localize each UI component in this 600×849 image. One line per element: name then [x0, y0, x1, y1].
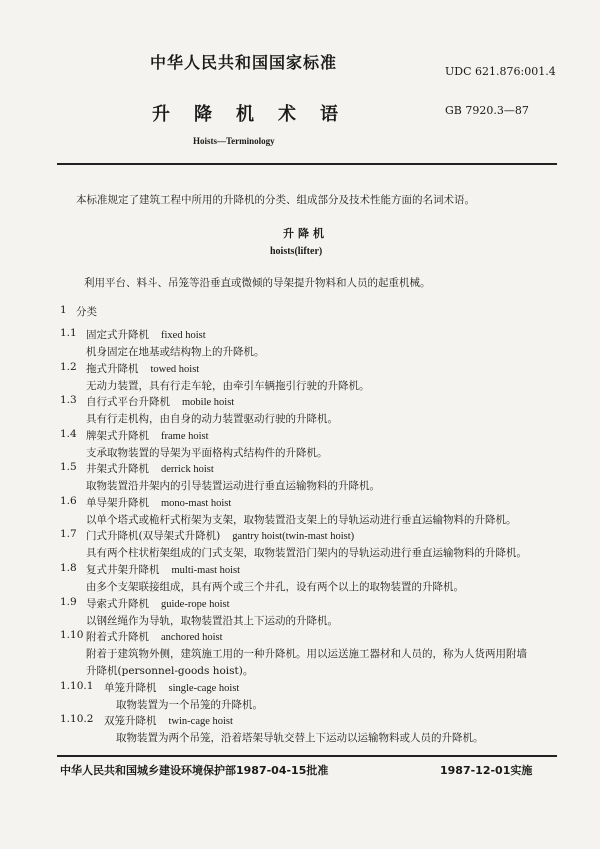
entry-number: 1.9 [60, 596, 77, 608]
chapter-title: 分类 [76, 306, 97, 318]
entry-definition: 机身固定在地基或结构物上的升降机。 [86, 346, 265, 358]
entry-term-en: anchored hoist [161, 632, 223, 643]
entry-number: 1.5 [60, 461, 77, 473]
document-title: 升降机术语 [152, 104, 362, 125]
entry-term [86, 361, 199, 376]
entry-term-en: twin-cage hoist [168, 716, 233, 727]
entry-term [86, 327, 206, 342]
entry-term-zh: 自行式平台升降机 [86, 396, 170, 408]
entry-definition: 附着于建筑物外侧，建筑施工用的一种升降机。用以运送施工器材和人员的，称为人货两用附墙 [86, 648, 527, 660]
entry-term [86, 596, 230, 611]
entry-term-zh: 门式升降机(双导架式升降机) [86, 530, 221, 542]
entry-term-en: fixed hoist [161, 330, 206, 341]
entry-definition: 取物装置为两个吊笼，沿着塔架导轨交替上下运动以运输物料或人员的升降机。 [116, 732, 484, 744]
entry-term-zh: 牌架式升降机 [86, 430, 149, 442]
entry-definition: 支承取物装置的导架为平面格构式结构件的升降机。 [86, 447, 328, 459]
entry-term-zh: 导索式升降机 [86, 598, 149, 610]
entry-definition: 取物装置沿井架内的引导装置运动进行垂直运输物料的升降机。 [86, 480, 380, 492]
standard-number: GB 7920.3—87 [445, 104, 529, 117]
effective-date: 1987-12-01实施 [440, 764, 533, 777]
issuing-country-header: 中华人民共和国国家标准 [150, 53, 338, 72]
entry-term [86, 528, 354, 543]
entry-number: 1.1 [60, 327, 77, 339]
entry-number: 1.2 [60, 361, 77, 373]
entry-number: 1.3 [60, 394, 77, 406]
entry-term [86, 495, 231, 510]
entry-term-en: multi-mast hoist [171, 565, 241, 576]
entry-number: 1.10 [60, 629, 84, 641]
entry-number: 1.7 [60, 528, 77, 540]
entry-number: 1.10.2 [60, 713, 94, 725]
entry-term-en: mono-mast hoist [161, 498, 232, 509]
entry-term [86, 461, 214, 476]
entry-number: 1.8 [60, 562, 77, 574]
entry-definition: 具有行走机构，由自身的动力装置驱动行驶的升降机。 [86, 413, 338, 425]
entry-term [86, 562, 240, 577]
entry-number: 1.10.1 [60, 680, 94, 692]
document-subtitle: Hoists—Terminology [193, 136, 275, 146]
entry-definition: 具有两个柱状桁架组成的门式支架，取物装置沿门架内的导轨运动进行垂直运输物料的升降机。 [86, 547, 527, 559]
approval-statement: 中华人民共和国城乡建设环境保护部1987-04-15批准 [60, 764, 329, 777]
entry-term-zh: 附着式升降机 [86, 631, 149, 643]
entry-definition: 取物装置为一个吊笼的升降机。 [116, 699, 263, 711]
intro-paragraph: 本标准规定了建筑工程中所用的升降机的分类、组成部分及技术性能方面的名词术语。 [76, 194, 475, 206]
entry-term-en: mobile hoist [182, 397, 235, 408]
entry-term-zh: 拖式升降机 [86, 363, 139, 375]
bottom-divider [57, 755, 557, 757]
top-divider [57, 163, 557, 165]
entry-term [104, 680, 239, 695]
entry-definition: 升降机(personnel-goods hoist)。 [86, 665, 254, 677]
entry-term [86, 428, 209, 443]
entry-term-en: towed hoist [150, 364, 200, 375]
entry-term-zh: 固定式升降机 [86, 329, 149, 341]
entry-term [104, 713, 233, 728]
entry-definition: 无动力装置，具有行走车轮，由牵引车辆拖引行驶的升降机。 [86, 380, 370, 392]
entry-term-en: guide-rope hoist [161, 599, 230, 610]
entry-definition: 以钢丝绳作为导轨，取物装置沿其上下运动的升降机。 [86, 615, 338, 627]
entry-term-en: derrick hoist [161, 464, 214, 475]
entry-term-zh: 复式井架升降机 [86, 564, 160, 576]
entry-term-zh: 双笼升降机 [104, 715, 157, 727]
entry-term-en: gantry hoist(twin-mast hoist) [232, 531, 355, 542]
entry-term [86, 394, 234, 409]
entry-term [86, 629, 223, 644]
entry-definition: 以单个塔式或桅杆式桁架为支架，取物装置沿支架上的导轨运动进行垂直运输物料的升降机。 [86, 514, 517, 526]
entry-number: 1.4 [60, 428, 77, 440]
udc-code: UDC 621.876:001.4 [445, 65, 556, 78]
entry-term-zh: 单笼升降机 [104, 682, 157, 694]
entry-term-zh: 井架式升降机 [86, 463, 149, 475]
section-subtitle: hoists(lifter) [270, 246, 323, 257]
section-title: 升降机 [283, 227, 328, 240]
chapter-number: 1 [60, 304, 67, 316]
section-definition: 利用平台、料斗、吊笼等沿垂直或微倾的导架提升物料和人员的起重机械。 [84, 277, 431, 289]
entry-number: 1.6 [60, 495, 77, 507]
entry-term-zh: 单导架升降机 [86, 497, 149, 509]
entry-term-en: single-cage hoist [168, 683, 240, 694]
entry-term-en: frame hoist [161, 431, 209, 442]
entry-definition: 由多个支架联接组成，具有两个或三个井孔，设有两个以上的取物装置的升降机。 [86, 581, 464, 593]
